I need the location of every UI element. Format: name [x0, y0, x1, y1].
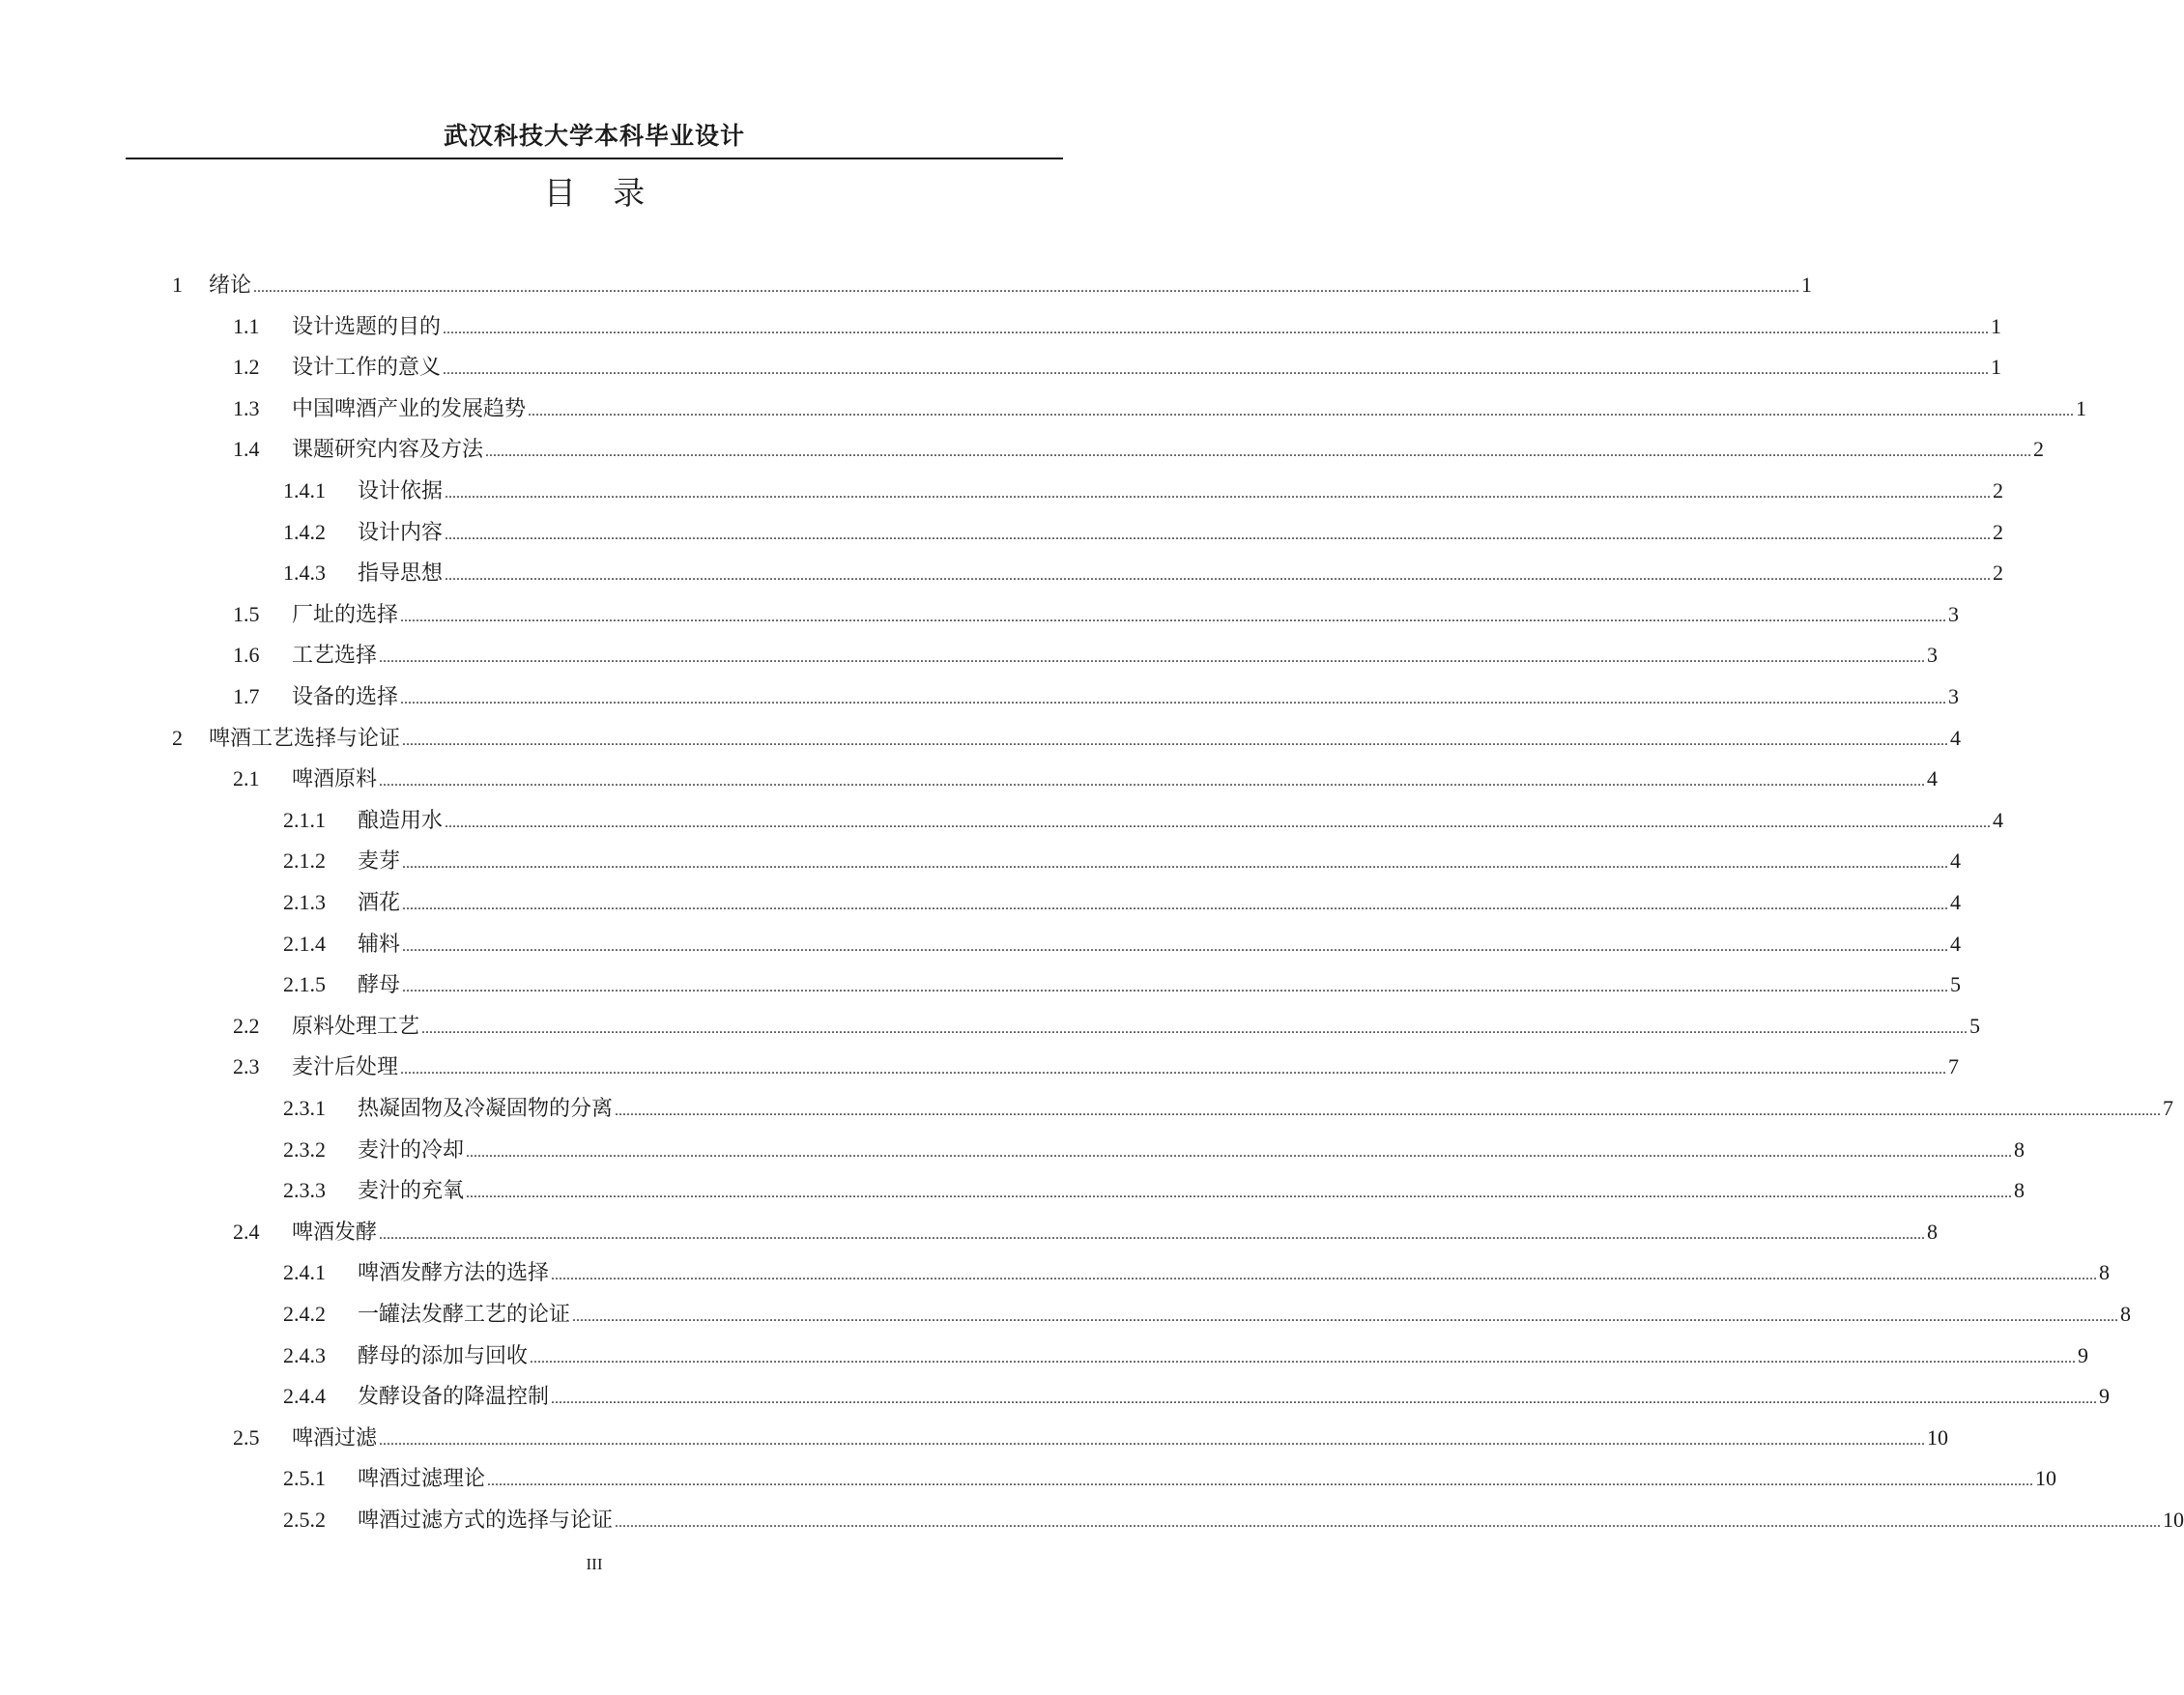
toc-dot-leader: ................................................................................................................................................................................................................................................................................................................................................................................................................ — [400, 608, 1947, 625]
toc-entry-page-number: 7 — [1948, 1054, 1960, 1079]
toc-dot-leader: ................................................................................................................................................................................................................................................................................................................................................................................................................ — [379, 1225, 1926, 1243]
toc-entry-number: 2.4.1 — [283, 1260, 326, 1285]
toc-entry[interactable] — [233, 353, 2002, 382]
toc-entry[interactable] — [283, 1258, 2111, 1287]
toc-dot-leader: ................................................................................................................................................................................................................................................................................................................................................................................................................ — [379, 1431, 1926, 1449]
toc-dot-leader: ................................................................................................................................................................................................................................................................................................................................................................................................................ — [400, 691, 1947, 707]
toc-entry[interactable] — [233, 600, 1960, 629]
toc-entry-number: 2.5.1 — [283, 1466, 326, 1491]
toc-dot-leader: ................................................................................................................................................................................................................................................................................................................................................................................................................ — [402, 979, 1949, 996]
toc-entry-number: 2.1.2 — [283, 848, 326, 874]
toc-entry-page-number: 3 — [1948, 684, 1960, 708]
toc-entry-title: 指导思想 — [358, 561, 444, 587]
document-header-title: 武汉科技大学本科毕业设计 — [443, 122, 745, 150]
toc-entry[interactable] — [283, 1506, 2184, 1535]
toc-entry[interactable] — [283, 1300, 2132, 1329]
toc-entry-page-number: 5 — [1969, 1013, 1981, 1038]
toc-entry-page-number: 2 — [1993, 478, 2004, 503]
toc-entry-page-number: 9 — [2099, 1384, 2111, 1409]
toc-entry-page-number: 4 — [1950, 848, 1962, 874]
toc-entry-title: 热凝固物及冷凝固物的分离 — [358, 1097, 614, 1121]
toc-entry-number: 2.2 — [233, 1013, 260, 1038]
toc-entry-number: 1 — [172, 273, 183, 297]
toc-entry-number: 2.4.2 — [283, 1302, 326, 1326]
toc-dot-leader: ................................................................................................................................................................................................................................................................................................................................................................................................................ — [487, 1473, 2034, 1490]
toc-entry-page-number: 10 — [2035, 1466, 2057, 1491]
toc-entry-title: 啤酒发酵 — [292, 1220, 378, 1245]
toc-entry-number: 2.1 — [233, 766, 260, 791]
toc-entry-title: 设备的选择 — [292, 685, 399, 709]
toc-entry[interactable] — [283, 806, 2004, 835]
toc-entry-title: 工艺选择 — [292, 644, 378, 669]
toc-entry[interactable] — [233, 641, 1939, 670]
toc-entry-title: 啤酒发酵方法的选择 — [358, 1261, 550, 1286]
toc-entry-number: 2.1.5 — [283, 972, 326, 997]
toc-entry-page-number: 8 — [2014, 1178, 2026, 1203]
toc-entry-number: 1.4.2 — [283, 519, 326, 544]
toc-entry[interactable] — [283, 888, 1962, 917]
toc-entry-page-number: 4 — [1950, 890, 1962, 914]
toc-entry-title: 中国啤酒产业的发展趋势 — [292, 396, 527, 421]
toc-entry-number: 2.4.4 — [283, 1384, 326, 1409]
toc-entry[interactable] — [283, 476, 2004, 505]
toc-entry-title: 啤酒原料 — [292, 767, 378, 792]
toc-entry[interactable] — [233, 764, 1939, 793]
toc-entry[interactable] — [233, 1052, 1960, 1081]
toc-entry-number: 2.3.2 — [283, 1136, 326, 1162]
toc-entry-title: 设计依据 — [358, 479, 444, 503]
toc-entry-title: 发酵设备的降温控制 — [358, 1385, 550, 1410]
toc-entry-title: 啤酒过滤理论 — [358, 1467, 486, 1492]
toc-entry-number: 2.4 — [233, 1219, 260, 1244]
toc-dot-leader: ................................................................................................................................................................................................................................................................................................................................................................................................................ — [445, 526, 1992, 543]
toc-dot-leader: ................................................................................................................................................................................................................................................................................................................................................................................................................ — [402, 855, 1949, 873]
toc-entry[interactable] — [233, 1423, 1949, 1452]
toc-dot-leader: ................................................................................................................................................................................................................................................................................................................................................................................................................ — [615, 1103, 2162, 1119]
toc-entry-number: 2.3.1 — [283, 1096, 326, 1120]
toc-entry[interactable] — [283, 1382, 2111, 1411]
toc-entry[interactable] — [233, 435, 2045, 464]
toc-entry[interactable] — [283, 970, 1962, 999]
toc-entry-title: 酒花 — [358, 891, 401, 915]
toc-dot-leader: ................................................................................................................................................................................................................................................................................................................................................................................................................ — [402, 897, 1949, 913]
toc-entry-title: 酿造用水 — [358, 808, 444, 833]
toc-entry[interactable] — [283, 1464, 2057, 1493]
toc-dot-leader: ................................................................................................................................................................................................................................................................................................................................................................................................................ — [551, 1267, 2098, 1284]
toc-entry-page-number: 3 — [1927, 643, 1939, 668]
toc-entry[interactable] — [283, 518, 2004, 547]
toc-entry[interactable] — [233, 1012, 1981, 1041]
toc-entry-number: 2.3 — [233, 1054, 260, 1079]
toc-dot-leader: ................................................................................................................................................................................................................................................................................................................................................................................................................ — [379, 649, 1926, 667]
toc-entry[interactable] — [233, 394, 2087, 423]
header-divider — [126, 158, 1063, 159]
toc-entry-page-number: 3 — [1948, 601, 1960, 626]
toc-entry[interactable] — [283, 847, 1962, 876]
toc-dot-leader: ................................................................................................................................................................................................................................................................................................................................................................................................................ — [400, 1061, 1947, 1078]
toc-dot-leader: ................................................................................................................................................................................................................................................................................................................................................................................................................ — [485, 444, 2032, 461]
toc-entry[interactable] — [283, 1176, 2026, 1205]
toc-entry-number: 1.6 — [233, 643, 260, 668]
toc-entry-page-number: 2 — [2033, 437, 2045, 462]
toc-entry-number: 1.5 — [233, 601, 260, 626]
toc-entry-title: 辅料 — [358, 932, 401, 957]
toc-entry-title: 厂址的选择 — [292, 602, 399, 627]
toc-entry[interactable] — [283, 1094, 2174, 1123]
toc-entry-number: 2.4.3 — [283, 1342, 326, 1367]
toc-entry[interactable] — [172, 724, 1962, 753]
toc-dot-leader: ................................................................................................................................................................................................................................................................................................................................................................................................................ — [572, 1308, 2119, 1325]
toc-entry-title: 课题研究内容及方法 — [292, 438, 484, 463]
toc-entry-page-number: 5 — [1950, 972, 1962, 997]
toc-entry-page-number: 8 — [2014, 1136, 2026, 1162]
toc-entry-page-number: 2 — [1993, 519, 2004, 544]
toc-entry-page-number: 1 — [1801, 273, 1813, 297]
toc-entry[interactable] — [233, 312, 2002, 341]
toc-dot-leader: ................................................................................................................................................................................................................................................................................................................................................................................................................ — [530, 1349, 2077, 1366]
toc-entry-title: 一罐法发酵工艺的论证 — [358, 1303, 571, 1327]
toc-entry-number: 2.1.4 — [283, 931, 326, 956]
toc-entry-title: 啤酒过滤 — [292, 1425, 378, 1451]
toc-entry-page-number: 1 — [1991, 313, 2002, 338]
toc-dot-leader: ................................................................................................................................................................................................................................................................................................................................................................................................................ — [445, 814, 1992, 831]
toc-entry-page-number: 4 — [1993, 807, 2004, 832]
toc-dot-leader: ................................................................................................................................................................................................................................................................................................................................................................................................................ — [615, 1514, 2162, 1531]
toc-entry[interactable] — [233, 682, 1960, 711]
toc-dot-leader: ................................................................................................................................................................................................................................................................................................................................................................................................................ — [253, 279, 1800, 296]
toc-entry-page-number: 8 — [2099, 1260, 2111, 1285]
toc-entry-page-number: 9 — [2078, 1342, 2089, 1367]
toc-entry-number: 1.7 — [233, 684, 260, 708]
toc-entry-page-number: 1 — [2076, 395, 2087, 420]
toc-entry-number: 2.1.1 — [283, 807, 326, 832]
toc-entry-title: 麦芽 — [358, 849, 401, 875]
toc-dot-leader: ................................................................................................................................................................................................................................................................................................................................................................................................................ — [445, 567, 1992, 585]
toc-dot-leader: ................................................................................................................................................................................................................................................................................................................................................................................................................ — [402, 732, 1949, 749]
toc-entry-title: 酵母的添加与回收 — [358, 1343, 529, 1368]
toc-dot-leader: ................................................................................................................................................................................................................................................................................................................................................................................................................ — [379, 773, 1926, 790]
toc-entry-number: 2.5 — [233, 1424, 260, 1450]
toc-entry-page-number: 10 — [1927, 1424, 1949, 1450]
toc-entry-title: 酵母 — [358, 973, 401, 998]
toc-entry-title: 原料处理工艺 — [292, 1014, 420, 1039]
toc-entry-number: 2.1.3 — [283, 890, 326, 914]
toc-dot-leader: ................................................................................................................................................................................................................................................................................................................................................................................................................ — [443, 320, 1990, 337]
toc-entry-title: 啤酒工艺选择与论证 — [209, 726, 401, 751]
toc-entry-number: 1.4.3 — [283, 560, 326, 586]
toc-entry-page-number: 7 — [2163, 1096, 2174, 1120]
toc-dot-leader: ................................................................................................................................................................................................................................................................................................................................................................................................................ — [402, 937, 1949, 955]
toc-entry[interactable] — [283, 559, 2004, 588]
toc-entry-number: 2.3.3 — [283, 1178, 326, 1203]
toc-dot-leader: ................................................................................................................................................................................................................................................................................................................................................................................................................ — [551, 1391, 2098, 1408]
toc-entry-page-number: 1 — [1991, 355, 2002, 380]
toc-entry-page-number: 4 — [1950, 725, 1962, 750]
toc-entry-title: 设计选题的目的 — [292, 314, 442, 339]
toc-entry-page-number: 8 — [2120, 1302, 2132, 1326]
toc-entry[interactable] — [283, 1135, 2026, 1164]
toc-dot-leader: ................................................................................................................................................................................................................................................................................................................................................................................................................ — [421, 1020, 1968, 1037]
toc-entry-title: 设计工作的意义 — [292, 356, 442, 381]
toc-entry[interactable] — [233, 1218, 1939, 1247]
toc-entry-number: 1.4.1 — [283, 478, 326, 503]
toc-entry-page-number: 4 — [1927, 766, 1939, 791]
toc-entry-number: 1.1 — [233, 313, 260, 338]
toc-entry-number: 1.3 — [233, 395, 260, 420]
toc-entry-title: 绪论 — [209, 273, 252, 298]
toc-entry-title: 设计内容 — [358, 520, 444, 545]
toc-entry-number: 2.5.2 — [283, 1508, 326, 1532]
toc-dot-leader: ................................................................................................................................................................................................................................................................................................................................................................................................................ — [528, 402, 2075, 419]
toc-dot-leader: ................................................................................................................................................................................................................................................................................................................................................................................................................ — [466, 1185, 2013, 1202]
toc-entry[interactable] — [283, 930, 1962, 959]
toc-entry-page-number: 8 — [1927, 1219, 1939, 1244]
toc-entry-title: 啤酒过滤方式的选择与论证 — [358, 1508, 614, 1533]
toc-entry-number: 1.2 — [233, 355, 260, 380]
toc-entry-page-number: 2 — [1993, 560, 2004, 586]
toc-entry-title: 麦汁的充氧 — [358, 1179, 465, 1204]
toc-entry-number: 2 — [172, 725, 183, 750]
toc-dot-leader: ................................................................................................................................................................................................................................................................................................................................................................................................................ — [466, 1143, 2013, 1161]
toc-entry[interactable] — [283, 1341, 2089, 1370]
toc-entry-number: 1.4 — [233, 437, 260, 462]
toc-entry-title: 麦汁的冷却 — [358, 1137, 465, 1163]
toc-dot-leader: ................................................................................................................................................................................................................................................................................................................................................................................................................ — [443, 361, 1990, 379]
toc-entry-page-number: 4 — [1950, 931, 1962, 956]
toc-dot-leader: ................................................................................................................................................................................................................................................................................................................................................................................................................ — [445, 485, 1992, 502]
toc-entry-page-number: 10 — [2163, 1508, 2184, 1532]
toc-entry[interactable] — [172, 271, 1813, 300]
page-number: III — [586, 1555, 603, 1573]
toc-entry-title: 麦汁后处理 — [292, 1055, 399, 1080]
toc-title: 目 录 — [543, 174, 646, 212]
